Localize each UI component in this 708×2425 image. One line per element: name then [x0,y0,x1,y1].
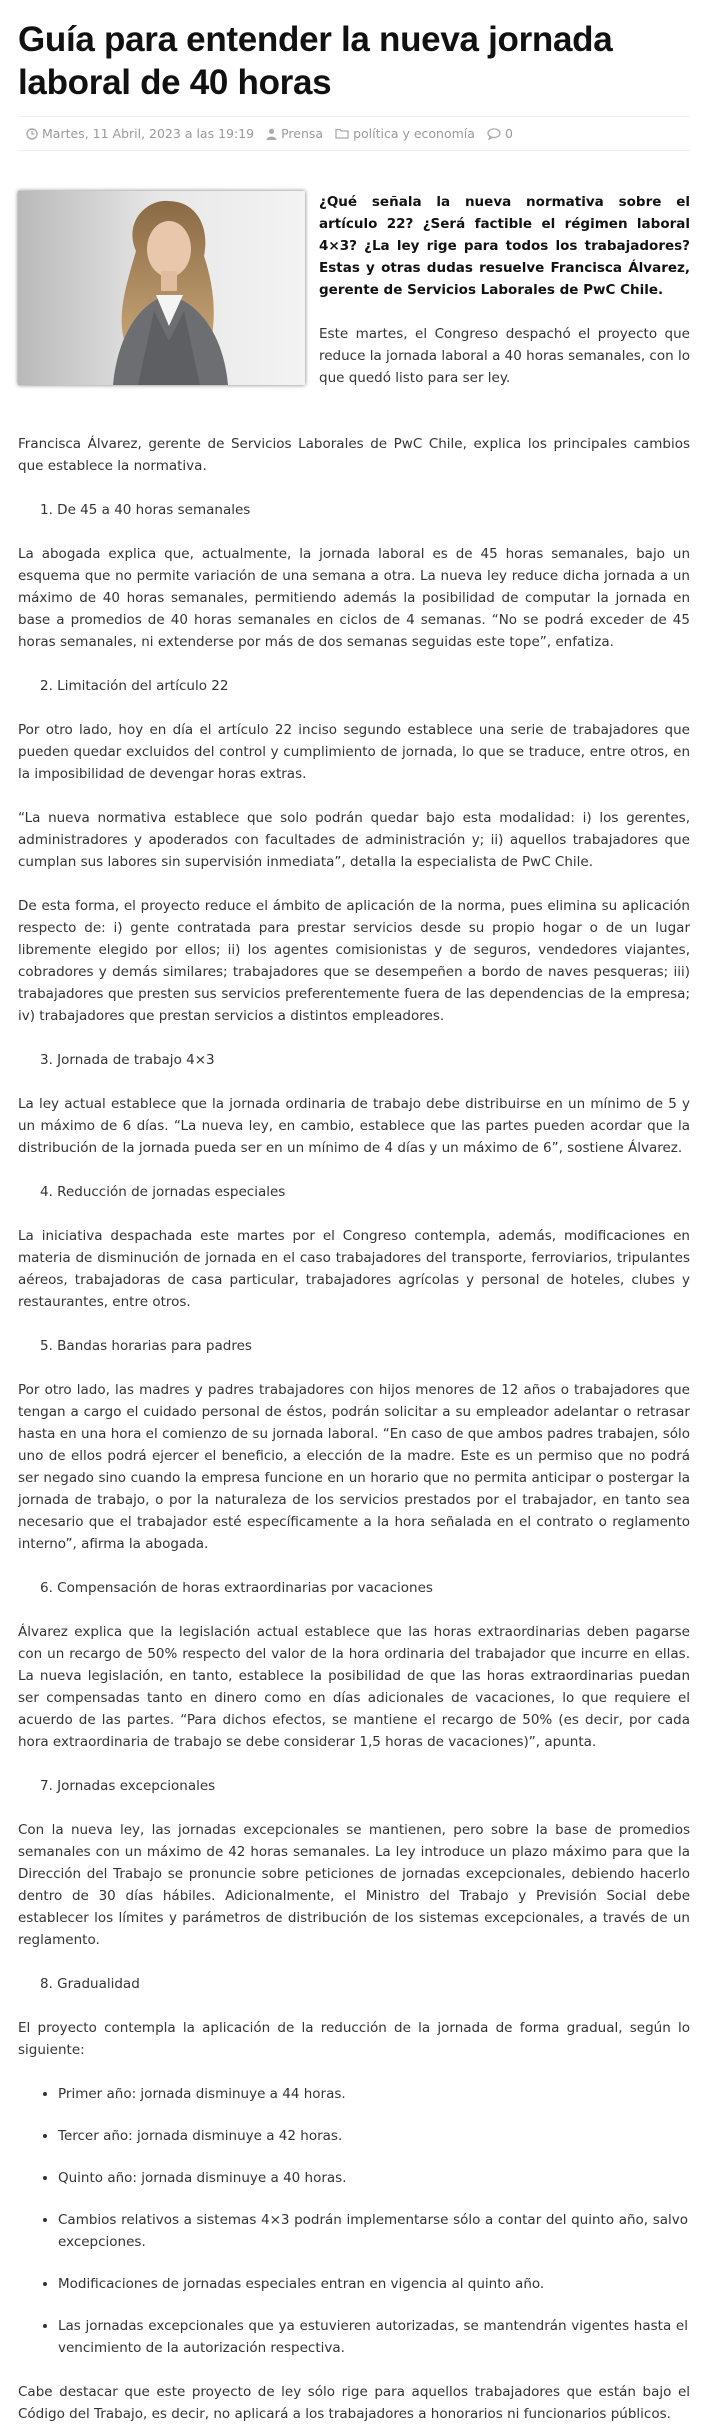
section-paragraph: La ley actual establece que la jornada ordinaria de trabajo debe distribuirse en un mínimo de 5 y un máximo de 6 días. “La nueva ley, en cambio, establece que las partes pueden acordar que la distribución de la jornada pueda ser en un mínimo de 4 días y un máximo de 6”, sostiene Álvarez. [18,1096,690,1156]
user-icon [266,128,277,140]
list-item: • Primer año: jornada disminuye a 44 horas. [58,2083,690,2105]
section-heading: 1. De 45 a 40 horas semanales [40,502,251,518]
meta-date-text: Martes, 11 Abril, 2023 a las 19:19 [42,126,255,141]
article-meta [18,116,690,151]
gradualidad-list [18,2083,690,2359]
section-paragraph: El proyecto contempla la aplicación de la reducción de la jornada de forma gradual, según lo siguiente: [18,2020,690,2058]
section-heading: 4. Reducción de jornadas especiales [40,1184,286,1200]
section-heading: 8. Gradualidad [40,1976,140,1992]
section-paragraph: La iniciativa despachada este martes por el Congreso contempla, además, modificaciones en materia de disminución de jornada en el caso trabajadores del transporte, ferroviarios, tripulantes aéreos, trabajadoras de casa particular, trabajadores agrícolas y personal de hoteles, clubes y restaurantes, entre otros. [18,1228,690,1310]
author-photo [18,191,305,385]
list-item: • Quinto año: jornada disminuye a 40 horas. [58,2167,690,2189]
list-item: • Las jornadas excepcionales que ya estuvieren autorizadas, se mantendrán vigentes hasta el vencimiento de la autorización respectiva. [58,2315,690,2359]
clock-icon [26,128,38,140]
meta-date [26,126,254,141]
meta-category[interactable] [335,126,475,141]
section-paragraph: “La nueva normativa establece que solo podrán quedar bajo esta modalidad: i) los gerentes, administradores y apoderados con facultades de administración y; ii) aquellos trabajadores que cumplan sus labores sin supervisión inmediata”, detalla la especialista de PwC Chile. [18,810,690,870]
section-2 [18,675,690,1027]
article-title: Guía para entender la nueva jornada laboral de 40 horas [18,20,613,102]
meta-author[interactable] [266,126,323,141]
section-paragraph: Por otro lado, las madres y padres trabajadores con hijos menores de 12 años o trabajadores que tengan a cargo el cuidado personal de éstos, podrán solicitar a su empleador adelantar o retrasar hasta en una hora el comienzo de su jornada laboral. “En caso de que ambos padres trabajen, sólo uno de ellos podrá ejercer el beneficio, a elección de la madre. Este es un permiso que no podrá ser negado sino cuando la empresa funcione en un horario que no permita anticipar o postergar la jornada de trabajo, o por la naturaleza de los servicios prestados por el trabajador, en tanto sea necesario que el trabajador esté específicamente a la hora señalada en el contrato o reglamento interno”, afirma la abogada. [18,1382,690,1552]
lead-bold-paragraph: ¿Qué señala la nueva normativa sobre el artículo 22? ¿Será factible el régimen laboral 4×3? ¿La ley rige para todos los trabajadores? Estas y otras dudas resuelve Francisca Álvarez, gerente de Servicios Laborales de PwC Chile. [319,194,690,298]
meta-author-text[interactable]: Prensa [281,126,324,141]
intro-paragraph: Francisca Álvarez, gerente de Servicios Laborales de PwC Chile, explica los principales cambios que establece la normativa. [18,436,690,474]
section-5 [18,1335,690,1555]
section-7 [18,1775,690,1951]
section-heading: 5. Bandas horarias para padres [40,1338,252,1354]
section-paragraph: Con la nueva ley, las jornadas excepcionales se mantienen, pero sobre la base de promedios semanales con un máximo de 42 horas semanales. La ley introduce un plazo máximo para que la Dirección del Trabajo se pronuncie sobre peticiones de jornadas excepcionales, debiendo hacerlo dentro de 30 días hábiles. Adicionalmente, el Ministro del Trabajo y Previsión Social debe establecer los límites y parámetros de distribución de los sistemas excepcionales, a través de un reglamento. [18,1822,690,1948]
list-item: • Tercer año: jornada disminuye a 42 horas. [58,2125,690,2147]
meta-category-text[interactable]: política y economía [353,126,475,141]
section-4 [18,1181,690,1313]
list-item: • Cambios relativos a sistemas 4×3 podrán implementarse sólo a contar del quinto año, salvo excepciones. [58,2209,690,2253]
section-6 [18,1577,690,1753]
section-heading: 2. Limitación del artículo 22 [40,678,229,694]
section-heading: 3. Jornada de trabajo 4×3 [40,1052,215,1068]
section-heading: 6. Compensación de horas extraordinarias por vacaciones [40,1580,433,1596]
folder-icon [335,128,349,139]
closing-paragraph: Cabe destacar que este proyecto de ley sólo rige para aquellos trabajadores que están bajo el Código del Trabajo, es decir, no aplicará a los trabajadores a honorarios ni funcionarios públicos. [18,2384,690,2422]
section-3 [18,1049,690,1159]
portrait-illustration [18,191,305,385]
comment-icon [487,128,501,140]
section-paragraph: De esta forma, el proyecto reduce el ámbito de aplicación de la norma, pues elimina su aplicación respecto de: i) gente contratada para prestar servicios desde su propio hogar o de un lugar libremente elegido por ellos; ii) los agentes comisionistas y de seguros, vendedores viajantes, cobradores y demás similares; trabajadores que se desempeñen a bordo de naves pesqueras; iii) trabajadores que presten sus servicios preferentemente fuera de las dependencias de la empresa; iv) trabajadores que prestan servicios a distintos empleadores. [18,898,690,1024]
section-paragraph: La abogada explica que, actualmente, la jornada laboral es de 45 horas semanales, bajo un esquema que no permite variación de una semana a otra. La nueva ley reduce dicha jornada a un máximo de 40 horas semanales, permitiendo además la posibilidad de computar la jornada en base a promedios de 40 horas semanales en ciclos de 4 semanas. “No se podrá exceder de 45 horas semanales, ni extenderse por más de dos semanas seguidas este tope”, enfatiza. [18,546,690,650]
meta-comments-count[interactable]: 0 [504,126,513,141]
lead-section [18,191,690,411]
lead-paragraph: Este martes, el Congreso despachó el proyecto que reduce la jornada laboral a 40 horas semanales, con lo que quedó listo para ser ley. [319,326,690,386]
section-paragraph: Álvarez explica que la legislación actual establece que las horas extraordinarias deben pagarse con un recargo de 50% respecto del valor de la hora ordinaria del trabajador que incurre en ellas. La nueva legislación, en tanto, establece la posibilidad de que las horas extraordinarias puedan ser compensadas tanto en dinero como en días adicionales de vacaciones, lo que requiere el acuerdo de las partes. “Para dichos efectos, se mantiene el recargo de 50% (es decir, por cada hora extraordinaria de trabajo se debe considerar 1,5 horas de vacaciones)”, apunta. [18,1624,690,1750]
lead-text [319,191,690,411]
section-8 [18,1973,690,2061]
meta-comments[interactable] [487,126,513,141]
section-heading: 7. Jornadas excepcionales [40,1778,216,1794]
section-1 [18,499,690,653]
list-item: • Modificaciones de jornadas especiales entran en vigencia al quinto año. [58,2273,690,2295]
section-paragraph: Por otro lado, hoy en día el artículo 22 inciso segundo establece una serie de trabajadores que pueden quedar excluidos del control y cumplimiento de jornada, lo que se traduce, entre otros, en la imposibilidad de devengar horas extras. [18,722,690,782]
